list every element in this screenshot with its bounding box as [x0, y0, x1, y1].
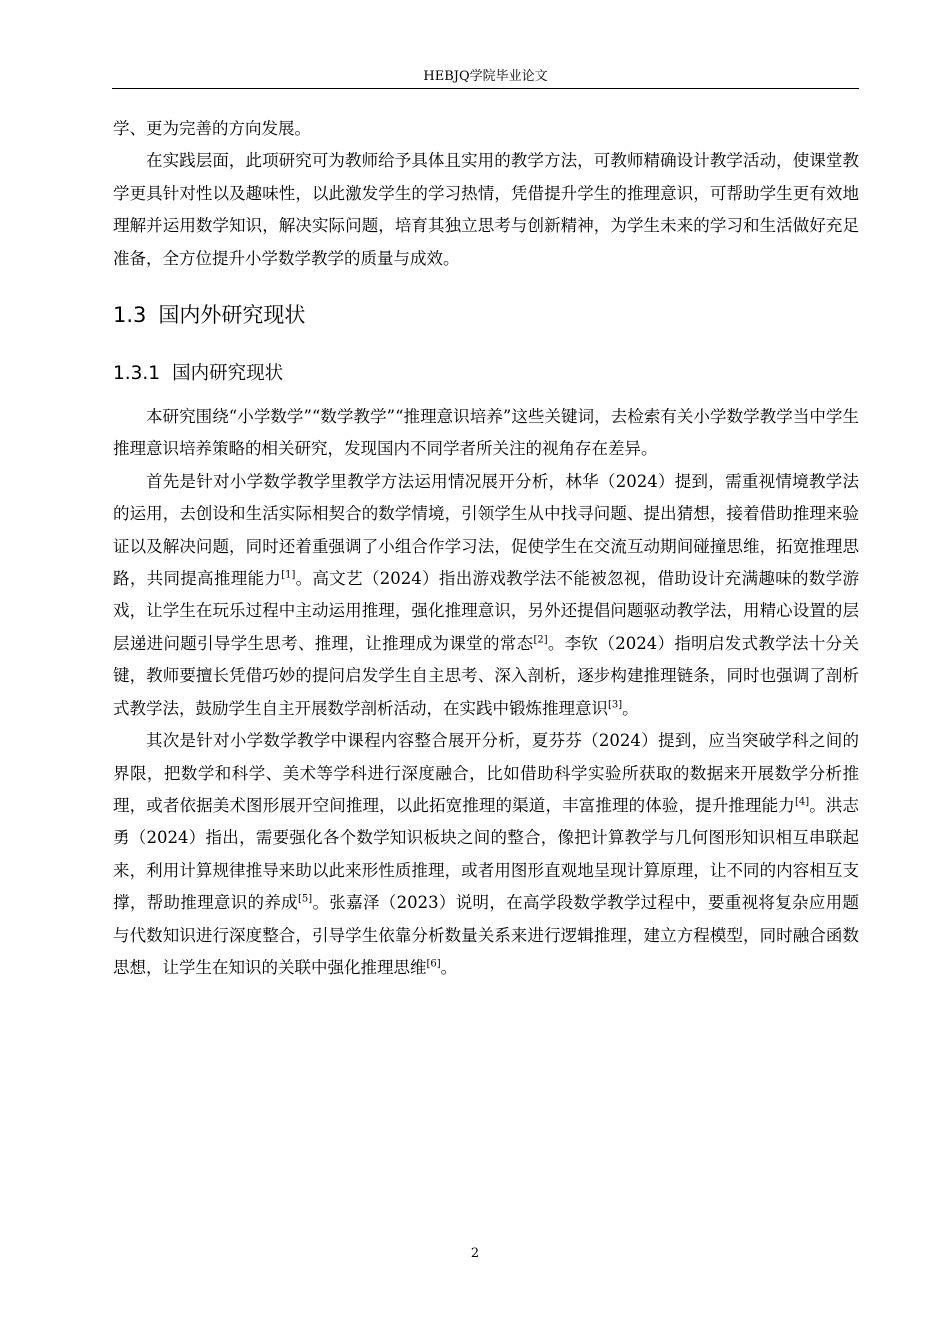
subsection-heading-1-3-1 [113, 361, 859, 387]
citation-ref-3: [3] [608, 699, 623, 711]
citation-ref-6: [6] [426, 958, 441, 970]
citation-ref-1: [1] [281, 569, 296, 581]
text-run: 。李钦（2024）指明启发式教学法十分关键，教师要擅长凭借巧妙的提问启发学生自主思考、深入剖析，逐步构建推理链条，同时也强调了剖析式教学法，鼓励学生自主开展数学剖析活动，在实践中锻炼推理意识 [113, 633, 859, 718]
paragraph-continuation: 学、更为完善的方向发展。 [113, 119, 311, 138]
subsection-title: 国内研究现状 [172, 363, 284, 385]
text-run: 其次是针对小学数学教学中课程内容整合展开分析，夏芬芬（2024）提到，应当突破学科之间的界限，把数学和科学、美术等学科进行深度融合，比如借助科学实验所获取的数据来开展数学分析推理，或者依据美术图形展开空间推理，以此拓宽推理的渠道，丰富推理的体验，提升推理能力 [113, 731, 859, 815]
citation-ref-5: [5] [298, 893, 313, 905]
paragraph-content-integration [113, 725, 859, 984]
text-run: 。张嘉泽（2023）说明，在高学段数学教学过程中，要重视将复杂应用题与代数知识进行深度整合，引导学生依靠分析数量关系来进行逻辑推理，建立方程模型，同时融合函数思想，让学生在知识的关联中强化推理思维 [113, 893, 860, 977]
text-run: 首先是针对小学数学教学里教学方法运用情况展开分析，林华（2024）提到，需重视情境教学法的运用，去创设和生活实际相契合的数学情境，引领学生从中找寻问题、提出猜想，接着借助推理来验证以及解决问题，同时还着重强调了小组合作学习法，促使学生在交流互动期间碰撞思维，拓宽推理思路，共同提高推理能力 [113, 471, 859, 589]
text-run: 。高文艺（2024）指出游戏教学法不能被忽视，借助设计充满趣味的数学游戏，让学生在玩乐过程中主动运用推理，强化推理意识，另外还提倡问题驱动教学法，用精心设置的层层递进问题引导学生思考、推理，让推理成为课堂的常态 [113, 569, 860, 653]
text-run: 。洪志勇（2024）指出，需要强化各个数学知识板块之间的整合，像把计算教学与几何图形知识相互串联起来，利用计算规律推导来助以此来形性质推理，或者用图形直观地呈现计算原理，让不同的内容相互支撑，帮助推理意识的养成 [113, 795, 860, 913]
section-number: 1.3 [113, 303, 147, 328]
header-rule [112, 88, 859, 89]
subsection-number: 1.3.1 [113, 363, 161, 385]
text-run: 。 [440, 957, 458, 977]
paragraph-practice-significance: 在实践层面，此项研究可为教师给予具体且实用的教学方法，可教师精确设计教学活动，使课堂教学更具针对性以及趣味性，以此激发学生的学习热情，凭借提升学生的推理意识，可帮助学生更有效地理解并运用数学知识，解决实际问题，培育其独立思考与创新精神，为学生未来的学习和生活做好充足准备，全方位提升小学数学教学的质量与成效。 [113, 151, 859, 268]
page-number: 2 [470, 1246, 480, 1261]
citation-ref-2: [2] [533, 634, 548, 646]
paragraph-teaching-methods [113, 466, 859, 725]
citation-ref-4: [4] [794, 796, 810, 808]
text-run: 。 [622, 698, 639, 718]
running-header: HEBJQ学院毕业论文 [423, 69, 548, 84]
page-body [113, 113, 859, 984]
section-title: 国内外研究现状 [158, 303, 306, 328]
section-heading-1-3 [113, 301, 859, 335]
paragraph-research-scope: 本研究围绕“小学数学”“数学教学”“推理意识培养”这些关键词，去检索有关小学数学教学当中学生推理意识培养策略的相关研究，发现国内不同学者所关注的视角存在差异。 [113, 407, 859, 459]
